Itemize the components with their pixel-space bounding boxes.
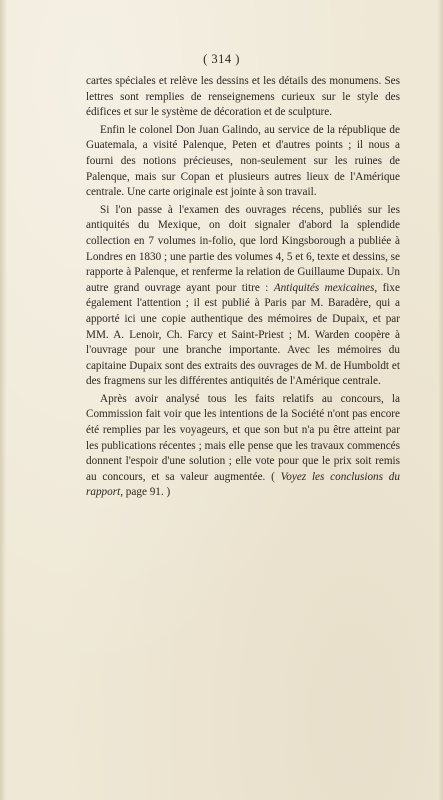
paragraph-2 <box>86 123 400 201</box>
page-edge-right <box>437 0 443 800</box>
paragraph-3-text-before: Si l'on passe à l'examen des ouvrages récens, publiés sur les antiquités du Mexique, on doit signaler d'abord la splendide collection en 7 volumes in-folio, que lord Kingsborough a publiée à Londres en 1830 ; une partie des volumes 4, 5 et 6, texte et dessins, se rapporte à Palenque, et renferme la relation de Guillaume Dupaix. Un autre grand ouvrage ayant pour titre : <box>86 203 400 294</box>
paragraph-4-italic-reference: Voyez les conclusions du rapport <box>86 470 400 499</box>
page-number: ( 314 ) <box>203 52 240 66</box>
paragraph-4-text-before: Après avoir analysé tous les faits relatifs au concours, la Commission fait voir que les intentions de la Société n'ont pas encore été remplies par les voyageurs, et que son but n'a pu être atteint par les publications récentes ; mais elle pense que les travaux commencés donnent l'espoir d'une solution ; elle vote pour que le prix soit remis au concours, et sa valeur augmentée. ( <box>86 392 400 483</box>
paragraph-2-text: Enfin le colonel Don Juan Galindo, au service de la république de Guatemala, a visité Palenque, Peten et d'autres points ; il nous a fourni des notions précieuses, non-seulement sur les ruines de Palenque, mais sur Copan et plusieurs autres lieux de l'Amérique centrale. Une carte originale est jointe à son travail. <box>86 123 400 199</box>
paragraph-3-italic-title: Antiquités mexicaines <box>273 281 375 294</box>
paragraph-1-text: cartes spéciales et relève les dessins et les détails des monumens. Ses lettres sont remplies de renseignemens curieux sur le style des édifices et sur le système de décoration et de sculpture. <box>86 75 400 119</box>
page-edge-left <box>0 0 6 800</box>
paragraph-3-text-after: , fixe également l'attention ; il est publié à Paris par M. Baradère, qui a apporté ici une copie authentique des mémoires de Dupaix, et par MM. A. Lenoir, Ch. Farcy et Saint-Priest ; M. Warden coopère à l'ouvrage pour une branche importante. Avec les mémoires du capitaine Dupaix sont des extraits des ouvrages de M. de Humboldt et des fragmens sur les différentes antiquités de l'Amérique centrale. <box>86 281 400 388</box>
paragraph-4-text-after: , page 91. ) <box>120 486 171 499</box>
paragraph-4 <box>86 392 400 501</box>
paragraph-3 <box>86 203 400 390</box>
paragraph-1 <box>86 74 400 121</box>
body-text <box>86 74 400 503</box>
